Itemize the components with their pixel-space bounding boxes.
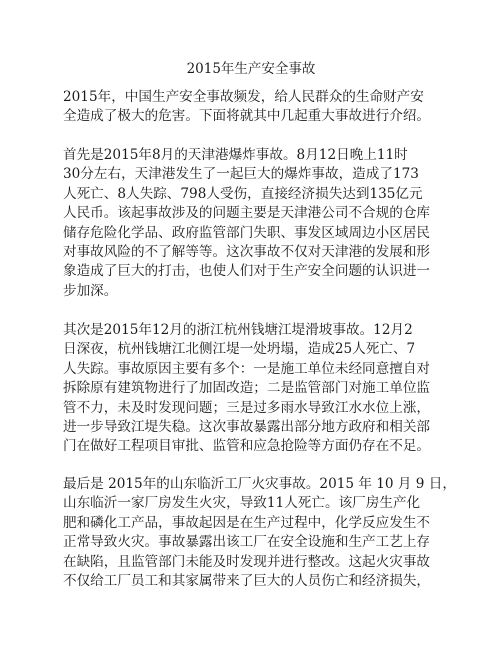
text-line: 30分左右，天津港发生了一起巨大的爆炸事故，造成了173: [63, 166, 419, 183]
text-line: 储存危险化学品、政府监管部门失职、事发区域周边小区居民: [63, 224, 431, 241]
text-line: 管不力，未及时发现问题；三是过多雨水导致江水水位上涨，: [63, 399, 431, 416]
text-line: 对事故风险的不了解等等。这次事故不仅对天津港的发展和形: [63, 243, 431, 260]
text-line: 不仅给工厂员工和其家属带来了巨大的人员伤亡和经济损失，: [63, 572, 431, 589]
text-line: 象造成了巨大的打击，也使人们对于生产安全问题的认识进一: [63, 263, 431, 280]
text-line: 在缺陷，且监管部门未能及时发现并进行整改。这起火灾事故: [63, 553, 431, 570]
text-line: 门在做好工程项目审批、监管和应急抢险等方面仍存在不足。: [63, 438, 431, 455]
paragraph-intro: [63, 88, 445, 127]
text-line: 进一步导致江堤失稳。这次事故暴露出部分地方政府和相关部: [63, 418, 431, 435]
text-line: 2015年，中国生产安全事故频发，给人民群众的生命财产安: [63, 89, 424, 105]
paragraph-linyi: [63, 475, 456, 591]
text-line: 肥和磷化工产品，事故起因是在生产过程中，化学反应发生不: [63, 514, 431, 531]
text-line: 日深夜，杭州钱塘江北侧江堤一处坍塌，造成25人死亡、7: [63, 341, 416, 358]
text-line: 山东临沂一家厂房发生火灾，导致11人死亡。该厂房生产化: [63, 495, 421, 512]
text-line: 正常导致火灾。事故暴露出该工厂在安全设施和生产工艺上存: [63, 534, 431, 551]
paragraph-hangzhou: [63, 321, 445, 457]
text-line: 最后是 2015年的山东临沂工厂火灾事故。2015 年 10 月 9 日，: [63, 476, 456, 492]
text-line: 首先是2015年8月的天津港爆炸事故。8月12日晚上11时: [63, 147, 408, 163]
text-line: 全造成了极大的危害。下面将就其中几起重大事故进行介绍。: [63, 108, 431, 125]
text-line: 人失踪。事故原因主要有多个：一是施工单位未经同意擅自对: [63, 360, 431, 377]
text-line: 人死亡、8人失踪、798人受伤，直接经济损失达到135亿元: [63, 185, 423, 202]
text-line: 人民币。该起事故涉及的问题主要是天津港公司不合规的仓库: [63, 205, 431, 222]
paragraph-tianjin: [63, 146, 445, 301]
text-line: 其次是2015年12月的浙江杭州钱塘江堤滑坡事故。12月2: [63, 322, 413, 338]
text-line: 拆除原有建筑物进行了加固改造；二是监管部门对施工单位监: [63, 380, 431, 397]
document-title: 2015年生产安全事故: [186, 61, 316, 77]
text-line: 步加深。: [63, 282, 118, 299]
